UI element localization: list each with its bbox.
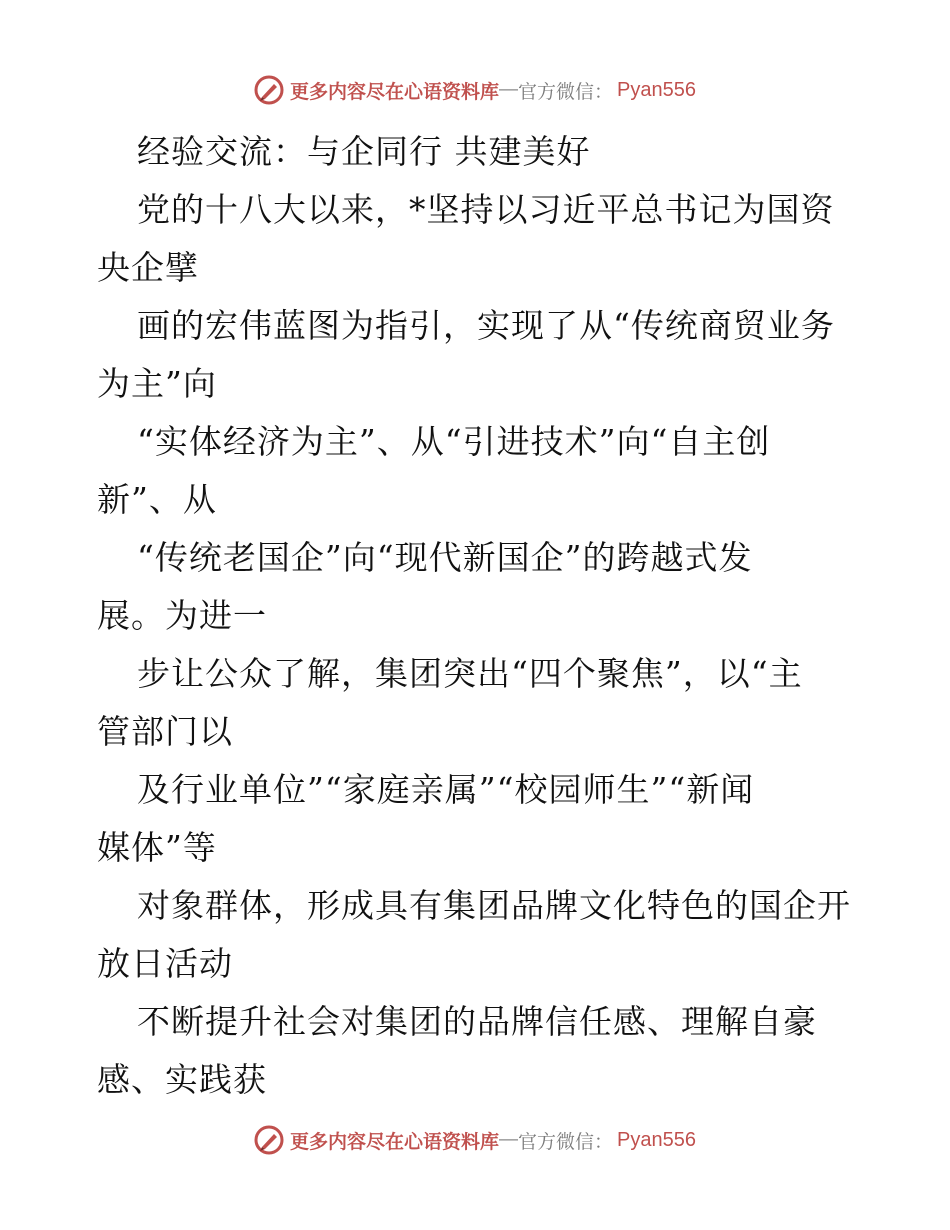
header-banner (0, 70, 950, 110)
paragraph-line: 管部门以 (97, 712, 233, 751)
pen-logo-icon (254, 1125, 284, 1155)
header-wechat-label: 官方微信： (518, 80, 614, 103)
paragraph-line: 及行业单位”“家庭亲属”“校园师生”“新闻 (137, 770, 755, 809)
document-body (97, 123, 857, 1109)
paragraph-line: 步让公众了解，集团突出“四个聚焦”，以“主 (137, 654, 803, 693)
paragraph-line: 展。为进一 (97, 596, 267, 635)
paragraph-line: 新”、从 (97, 480, 217, 519)
footer-separator: — (499, 1129, 519, 1150)
footer-brand-text: 更多内容尽在心语资料库 (290, 1130, 500, 1153)
paragraph-line: “实体经济为主”、从“引进技术”向“自主创 (137, 422, 771, 461)
paragraph-line: 不断提升社会对集团的品牌信任感、理解自豪 (137, 1002, 817, 1041)
footer-wechat-label: 官方微信： (518, 1130, 614, 1153)
paragraph-line: 画的宏伟蓝图为指引，实现了从“传统商贸业务 (137, 306, 835, 345)
footer-banner (0, 1120, 950, 1160)
footer-wechat-id: Pyan556 (617, 1128, 696, 1151)
paragraph-line: “传统老国企”向“现代新国企”的跨越式发 (137, 538, 753, 577)
paragraph-line: 央企擘 (97, 248, 199, 287)
paragraph-line: 放日活动 (97, 944, 233, 983)
header-separator: — (499, 79, 519, 100)
pen-logo-icon (254, 75, 284, 105)
header-brand-text: 更多内容尽在心语资料库 (290, 80, 500, 103)
paragraph-line: 媒体”等 (97, 828, 217, 867)
paragraph-line: 感、实践获 (97, 1060, 267, 1099)
document-title: 经验交流：与企同行 共建美好 (137, 132, 591, 171)
paragraph-line: 党的十八大以来，*坚持以习近平总书记为国资 (137, 190, 835, 229)
paragraph-line: 为主”向 (97, 364, 217, 403)
header-wechat-id: Pyan556 (617, 78, 696, 101)
paragraph-line: 对象群体，形成具有集团品牌文化特色的国企开 (137, 886, 851, 925)
